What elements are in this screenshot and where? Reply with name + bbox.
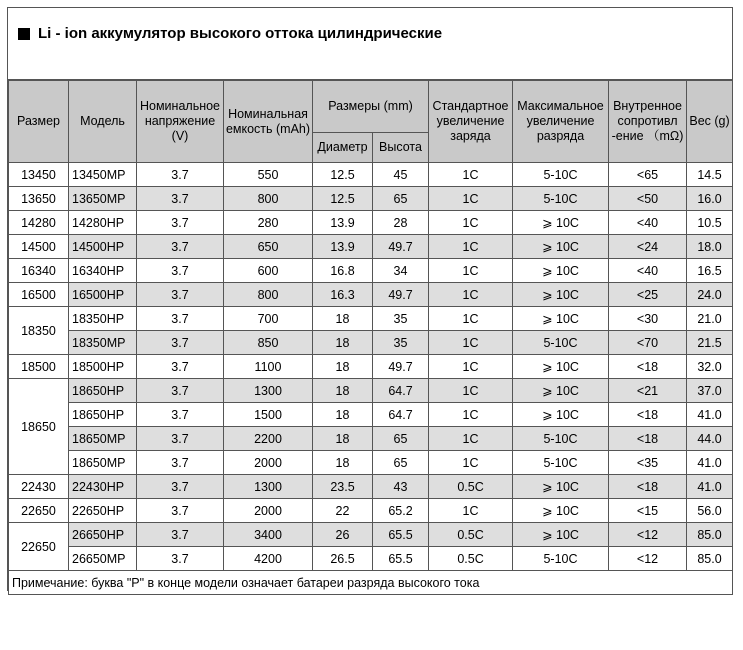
cell-resistance: <24 (609, 235, 687, 259)
cell-resistance: <15 (609, 499, 687, 523)
document-title: Li - ion аккумулятор высокого оттока цилиндрические (38, 25, 443, 42)
cell-resistance: <35 (609, 451, 687, 475)
cell-diameter: 16.8 (313, 259, 373, 283)
header-size: Размер (9, 81, 69, 163)
table-row (9, 403, 733, 427)
cell-voltage: 3.7 (137, 451, 224, 475)
cell-height: 65.5 (373, 523, 429, 547)
cell-model: 26650MP (69, 547, 137, 571)
cell-weight: 14.5 (687, 163, 733, 187)
cell-resistance: <12 (609, 523, 687, 547)
cell-size: 22650 (9, 499, 69, 523)
cell-model: 18350HP (69, 307, 137, 331)
cell-voltage: 3.7 (137, 427, 224, 451)
cell-discharge: ⩾ 10C (513, 259, 609, 283)
table-row (9, 283, 733, 307)
cell-resistance: <21 (609, 379, 687, 403)
cell-capacity: 4200 (224, 547, 313, 571)
cell-resistance: <12 (609, 547, 687, 571)
cell-capacity: 800 (224, 187, 313, 211)
cell-model: 18650MP (69, 427, 137, 451)
header-diameter: Диаметр (313, 133, 373, 163)
cell-diameter: 12.5 (313, 163, 373, 187)
cell-discharge: ⩾ 10C (513, 379, 609, 403)
title-row (8, 8, 732, 80)
cell-diameter: 18 (313, 427, 373, 451)
cell-discharge: 5-10C (513, 331, 609, 355)
cell-discharge: ⩾ 10C (513, 355, 609, 379)
cell-model: 18350MP (69, 331, 137, 355)
cell-weight: 24.0 (687, 283, 733, 307)
table-row (9, 451, 733, 475)
cell-voltage: 3.7 (137, 403, 224, 427)
cell-size: 18650 (9, 379, 69, 475)
cell-voltage: 3.7 (137, 379, 224, 403)
footnote: Примечание: буква "P" в конце модели означает батареи разряда высокого тока (9, 571, 733, 595)
table-row (9, 355, 733, 379)
battery-spec-table (8, 80, 733, 595)
cell-resistance: <40 (609, 259, 687, 283)
cell-height: 49.7 (373, 283, 429, 307)
cell-diameter: 23.5 (313, 475, 373, 499)
cell-height: 65.5 (373, 547, 429, 571)
cell-capacity: 1500 (224, 403, 313, 427)
cell-model: 14500HP (69, 235, 137, 259)
cell-voltage: 3.7 (137, 211, 224, 235)
cell-resistance: <40 (609, 211, 687, 235)
cell-model: 13450MP (69, 163, 137, 187)
cell-discharge: ⩾ 10C (513, 403, 609, 427)
cell-diameter: 22 (313, 499, 373, 523)
cell-resistance: <18 (609, 403, 687, 427)
cell-resistance: <18 (609, 355, 687, 379)
cell-size: 18350 (9, 307, 69, 355)
cell-discharge: 5-10C (513, 187, 609, 211)
cell-voltage: 3.7 (137, 355, 224, 379)
cell-weight: 56.0 (687, 499, 733, 523)
cell-charge: 1C (429, 427, 513, 451)
cell-weight: 21.5 (687, 331, 733, 355)
cell-discharge: ⩾ 10C (513, 523, 609, 547)
cell-discharge: 5-10C (513, 451, 609, 475)
cell-capacity: 600 (224, 259, 313, 283)
cell-capacity: 1300 (224, 475, 313, 499)
table-row (9, 163, 733, 187)
cell-weight: 41.0 (687, 451, 733, 475)
header-capacity: Номинальная емкость (mAh) (224, 81, 313, 163)
cell-diameter: 13.9 (313, 211, 373, 235)
cell-height: 65.2 (373, 499, 429, 523)
cell-height: 65 (373, 427, 429, 451)
cell-height: 45 (373, 163, 429, 187)
cell-voltage: 3.7 (137, 163, 224, 187)
cell-capacity: 700 (224, 307, 313, 331)
cell-weight: 16.0 (687, 187, 733, 211)
cell-charge: 0.5C (429, 523, 513, 547)
table-body (9, 163, 733, 571)
cell-capacity: 1300 (224, 379, 313, 403)
cell-size: 13650 (9, 187, 69, 211)
cell-discharge: 5-10C (513, 547, 609, 571)
cell-voltage: 3.7 (137, 523, 224, 547)
cell-model: 16500HP (69, 283, 137, 307)
cell-capacity: 280 (224, 211, 313, 235)
table-row (9, 331, 733, 355)
cell-discharge: ⩾ 10C (513, 475, 609, 499)
cell-weight: 85.0 (687, 523, 733, 547)
cell-height: 65 (373, 451, 429, 475)
cell-discharge: ⩾ 10C (513, 211, 609, 235)
cell-weight: 41.0 (687, 403, 733, 427)
header-discharge: Максимальное увеличение разряда (513, 81, 609, 163)
header-resistance: Внутренное сопротивл -ение （mΩ) (609, 81, 687, 163)
cell-diameter: 18 (313, 331, 373, 355)
cell-diameter: 13.9 (313, 235, 373, 259)
header-dimensions: Размеры (mm) (313, 81, 429, 133)
cell-voltage: 3.7 (137, 475, 224, 499)
cell-weight: 41.0 (687, 475, 733, 499)
cell-diameter: 18 (313, 355, 373, 379)
table-row (9, 427, 733, 451)
cell-model: 22430HP (69, 475, 137, 499)
cell-model: 22650HP (69, 499, 137, 523)
cell-charge: 1C (429, 499, 513, 523)
document-frame (7, 7, 733, 591)
cell-weight: 85.0 (687, 547, 733, 571)
cell-model: 18500HP (69, 355, 137, 379)
cell-resistance: <18 (609, 475, 687, 499)
cell-discharge: ⩾ 10C (513, 499, 609, 523)
cell-capacity: 800 (224, 283, 313, 307)
cell-capacity: 1100 (224, 355, 313, 379)
cell-model: 18650HP (69, 403, 137, 427)
cell-size: 14500 (9, 235, 69, 259)
cell-model: 13650MP (69, 187, 137, 211)
cell-weight: 16.5 (687, 259, 733, 283)
cell-model: 14280HP (69, 211, 137, 235)
cell-diameter: 12.5 (313, 187, 373, 211)
cell-charge: 1C (429, 331, 513, 355)
cell-capacity: 850 (224, 331, 313, 355)
cell-resistance: <30 (609, 307, 687, 331)
cell-charge: 1C (429, 235, 513, 259)
bullet-square-icon (18, 28, 30, 40)
cell-diameter: 26 (313, 523, 373, 547)
cell-charge: 1C (429, 307, 513, 331)
table-row (9, 235, 733, 259)
cell-charge: 1C (429, 355, 513, 379)
header-height: Высота (373, 133, 429, 163)
header-model: Модель (69, 81, 137, 163)
cell-height: 65 (373, 187, 429, 211)
cell-discharge: 5-10C (513, 163, 609, 187)
cell-resistance: <50 (609, 187, 687, 211)
table-row (9, 379, 733, 403)
table-row (9, 475, 733, 499)
cell-charge: 1C (429, 451, 513, 475)
cell-size: 16500 (9, 283, 69, 307)
cell-charge: 1C (429, 403, 513, 427)
cell-weight: 32.0 (687, 355, 733, 379)
cell-weight: 44.0 (687, 427, 733, 451)
table-row (9, 259, 733, 283)
table-row (9, 523, 733, 547)
cell-capacity: 2000 (224, 451, 313, 475)
cell-height: 28 (373, 211, 429, 235)
cell-voltage: 3.7 (137, 499, 224, 523)
cell-discharge: ⩾ 10C (513, 283, 609, 307)
cell-diameter: 18 (313, 379, 373, 403)
header-weight: Вес (g) (687, 81, 733, 163)
cell-charge: 1C (429, 163, 513, 187)
cell-diameter: 16.3 (313, 283, 373, 307)
cell-charge: 1C (429, 187, 513, 211)
cell-voltage: 3.7 (137, 259, 224, 283)
cell-height: 34 (373, 259, 429, 283)
cell-resistance: <18 (609, 427, 687, 451)
cell-voltage: 3.7 (137, 283, 224, 307)
table-row (9, 307, 733, 331)
header-voltage: Номинальное напряжение (V) (137, 81, 224, 163)
cell-charge: 0.5C (429, 547, 513, 571)
cell-size: 16340 (9, 259, 69, 283)
cell-discharge: 5-10C (513, 427, 609, 451)
cell-resistance: <25 (609, 283, 687, 307)
cell-voltage: 3.7 (137, 187, 224, 211)
cell-voltage: 3.7 (137, 235, 224, 259)
cell-height: 64.7 (373, 379, 429, 403)
cell-charge: 1C (429, 259, 513, 283)
cell-model: 26650HP (69, 523, 137, 547)
cell-voltage: 3.7 (137, 331, 224, 355)
cell-size: 22430 (9, 475, 69, 499)
cell-size: 18500 (9, 355, 69, 379)
cell-diameter: 18 (313, 403, 373, 427)
table-row (9, 499, 733, 523)
cell-weight: 18.0 (687, 235, 733, 259)
header-charge: Стандартное увеличение заряда (429, 81, 513, 163)
cell-charge: 1C (429, 379, 513, 403)
cell-capacity: 2200 (224, 427, 313, 451)
cell-weight: 10.5 (687, 211, 733, 235)
cell-resistance: <65 (609, 163, 687, 187)
cell-capacity: 550 (224, 163, 313, 187)
cell-size: 13450 (9, 163, 69, 187)
cell-diameter: 18 (313, 307, 373, 331)
cell-model: 18650HP (69, 379, 137, 403)
cell-weight: 21.0 (687, 307, 733, 331)
cell-discharge: ⩾ 10C (513, 235, 609, 259)
cell-height: 43 (373, 475, 429, 499)
cell-capacity: 2000 (224, 499, 313, 523)
cell-height: 35 (373, 307, 429, 331)
cell-charge: 1C (429, 283, 513, 307)
cell-height: 49.7 (373, 235, 429, 259)
cell-charge: 0.5C (429, 475, 513, 499)
cell-height: 49.7 (373, 355, 429, 379)
cell-height: 64.7 (373, 403, 429, 427)
cell-capacity: 3400 (224, 523, 313, 547)
cell-resistance: <70 (609, 331, 687, 355)
table-row (9, 187, 733, 211)
cell-height: 35 (373, 331, 429, 355)
table-row (9, 211, 733, 235)
cell-size: 22650 (9, 523, 69, 571)
cell-model: 16340HP (69, 259, 137, 283)
cell-capacity: 650 (224, 235, 313, 259)
cell-voltage: 3.7 (137, 307, 224, 331)
cell-discharge: ⩾ 10C (513, 307, 609, 331)
cell-charge: 1C (429, 211, 513, 235)
cell-diameter: 26.5 (313, 547, 373, 571)
cell-weight: 37.0 (687, 379, 733, 403)
cell-size: 14280 (9, 211, 69, 235)
cell-voltage: 3.7 (137, 547, 224, 571)
cell-diameter: 18 (313, 451, 373, 475)
table-row (9, 547, 733, 571)
cell-model: 18650MP (69, 451, 137, 475)
